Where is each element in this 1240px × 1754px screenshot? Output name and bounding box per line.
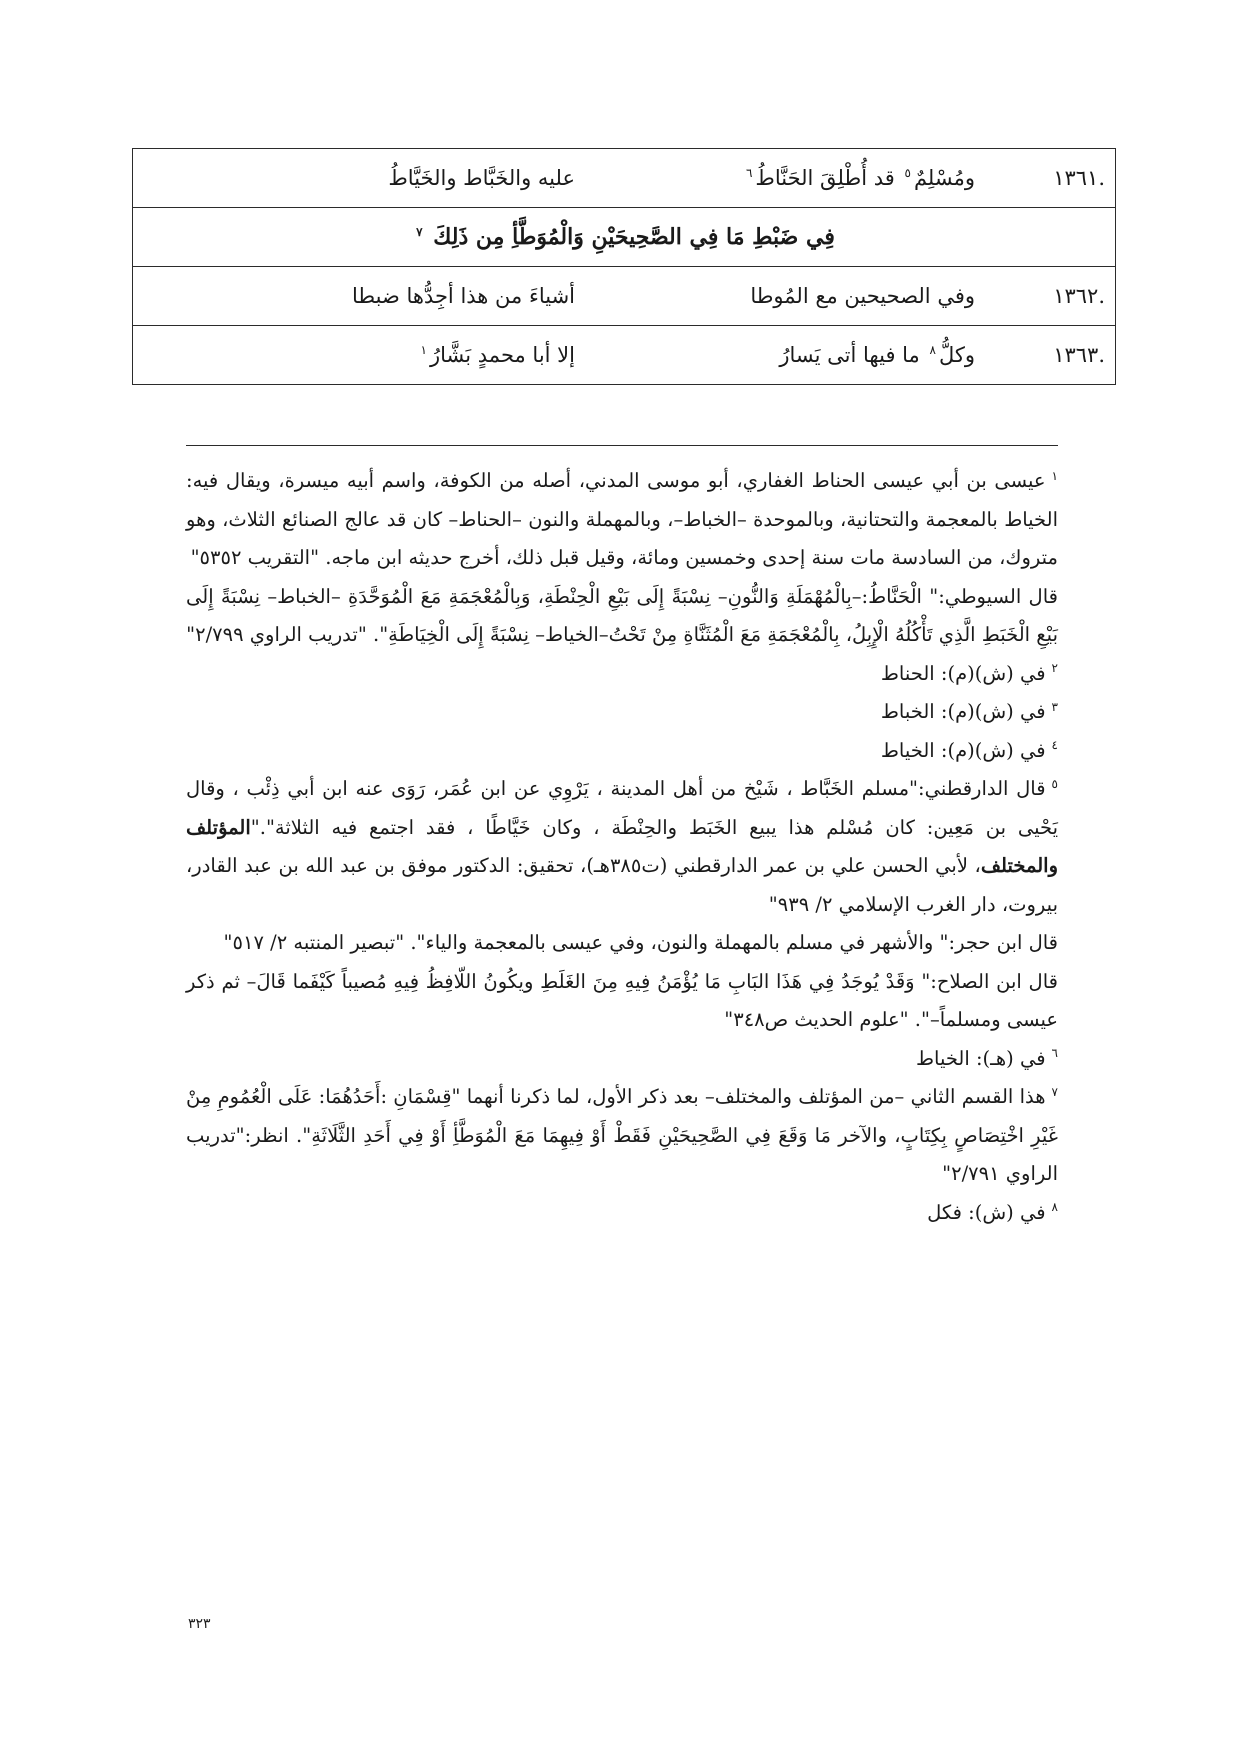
footnote-1-continued: قال السيوطي:" الْحَنَّاطُ:–بِالْمُهْمَلَةِ وَالنُّونِ– نِسْبَةً إِلَى بَيْعِ الْحِنْطَةِ، وَبِالْمُعْجَمَةِ مَعَ الْمُوَحَّدَةِ –الخباط– نِسْبَةً إِلَى بَيْعِ الْخَبَطِ الَّذِي تَأْكُلُهُ الْإِبِلُ، بِالْمُعْجَمَةِ مَعَ الْمُثَنَّاةِ مِنْ تَحْتُ–الخياط– نِسْبَةً إِلَى الْخِيَاطَةِ". "تدريب الراوي ٢/٧٩٩": [186, 584, 1058, 646]
footnote-ref: ٦: [745, 166, 753, 180]
page-number: ٣٢٣: [188, 1616, 211, 1632]
footnote-5-continued-b: قال ابن الصلاح:" وَقَدْ يُوجَدُ فِي هَذَا البَابِ مَا يُؤْمَنُ فِيهِ مِنَ الغَلَطِ ويكُونُ اللّافِظُ فِيهِ مُصيباً كَيْفَما قَالَ– ثم ذكر عيسى ومسلماً–". "علوم الحديث ص٣٤٨": [186, 969, 1058, 1031]
section-heading-row: [133, 208, 1116, 267]
book-title: المؤتلف والمختلف: [186, 815, 1058, 877]
footnote-mark: ٢: [1051, 661, 1058, 675]
verse-number: .١٣٦٣: [985, 326, 1116, 385]
footnote-mark: ٤: [1051, 738, 1058, 752]
footnote-5-continued-a: قال ابن حجر:" والأشهر في مسلم بالمهملة والنون، وفي عيسى بالمعجمة والياء". "تبصير المنتبه ٢/ ٥١٧": [223, 931, 1058, 954]
footnote-mark: ٧: [1051, 1084, 1058, 1099]
poem-table: [132, 148, 1116, 385]
footnote-3: $^٣$في (ش)(م): الخباط: [880, 699, 1058, 723]
verse-row-1363: [133, 326, 1116, 385]
footnote-mark: ٦: [1051, 1046, 1058, 1060]
footnote-4: $^٤$في (ش)(م): الخياط: [880, 738, 1058, 762]
verse-row-1362: [133, 267, 1116, 326]
section-heading: فِي ضَبْطِ مَا فِي الصَّحِيحَيْنِ وَالْمُوَطَّأِ مِن ذَلِكَ $^٧$: [133, 208, 1116, 267]
verse-first-hemistich: وكلُّ$^٨$ ما فيها أتى يَسارُ: [585, 326, 985, 385]
footnote-mark: ١: [1051, 468, 1058, 483]
footnote-ref: ٧: [416, 224, 423, 239]
footnote-ref: ٨: [929, 343, 936, 357]
footnote-5: $^٥$قال الدارقطني:"مسلم الخَبَّاط ، شَيْخ من أهل المدينة ، يَرْوِي عن ابن عُمَر، رَوَى عنه ابن أبي ذِئْب ، وقال يَحْيى بن مَعِين: كان مُسْلم هذا يبيع الخَبَط والحِنْطَة ، وكان خَيَّاطًا ، فقد اجتمع فيه الثلاثة"."المؤتلف والمختلف، لأبي الحسن علي بن عمر الدارقطني (ت٣٨٥هـ)، تحقيق: الدكتور موفق بن عبد الله بن عبد القادر، بيروت، دار الغرب الإسلامي ٢/ ٩٣٩": [186, 776, 1058, 916]
verse-first-hemistich: وفي الصحيحين مع المُوطا: [585, 267, 985, 326]
footnote-mark: ٨: [1051, 1200, 1058, 1214]
footnote-2: $^٢$في (ش)(م): الحناط: [880, 661, 1058, 685]
verse-first-hemistich: ومُسْلِمٌ$^٥$ قد أُطْلِقَ الحَنَّاطُ$^٦$: [585, 149, 985, 208]
footnote-ref: ٥: [904, 166, 911, 180]
footnotes: [186, 462, 1058, 1232]
verse-row-1361: [133, 149, 1116, 208]
footnote-8: $^٨$في (ش): فكل: [927, 1200, 1058, 1224]
verse-number: .١٣٦٢: [985, 267, 1116, 326]
footnote-ref: ١: [420, 343, 427, 357]
footnote-mark: ٣: [1051, 699, 1058, 714]
verse-number: .١٣٦١: [985, 149, 1116, 208]
verse-second-hemistich: إلا أبا محمدٍ بَشَّارُ$^١$: [133, 326, 586, 385]
verse-second-hemistich: أشياءَ من هذا أجِدُّها ضبطا: [133, 267, 586, 326]
footnote-1: $^١$عيسى بن أبي عيسى الحناط الغفاري، أبو موسى المدني، أصله من الكوفة، واسم أبيه ميسرة، ويقال فيه: الخياط بالمعجمة والتحتانية، وبالموحدة –الخباط–، وبالمهملة والنون –الحناط– كان قد عالج الصنائع الثلاث، وهو متروك، من السادسة مات سنة إحدى وخمسين ومائة، وقيل قبل ذلك، أخرج حديثه ابن ماجه. "التقريب ٥٣٥٢": [186, 468, 1058, 569]
footnote-6: $^٦$في (هـ): الخياط: [915, 1046, 1058, 1070]
verse-second-hemistich: عليه والخَبَّاط والخَيَّاطُ: [133, 149, 586, 208]
footnote-separator: [186, 445, 1058, 446]
footnote-7: $^٧$هذا القسم الثاني –من المؤتلف والمختلف– بعد ذكر الأول، لما ذكرنا أنهما "قِسْمَانِ :أَحَدُهُمَا: عَلَى الْعُمُومِ مِنْ غَيْرِ اخْتِصَاصٍ بِكِتَابٍ، والآخر مَا وَقَعَ فِي الصَّحِيحَيْنِ فَقَطْ أَوْ فِيهِمَا مَعَ الْمُوَطَّأِ أَوْ فِي أَحَدِ الثَّلَاثَةِ". انظر:"تدريب الراوي ٢/٧٩١": [186, 1084, 1058, 1185]
footnote-mark: ٥: [1051, 776, 1058, 791]
